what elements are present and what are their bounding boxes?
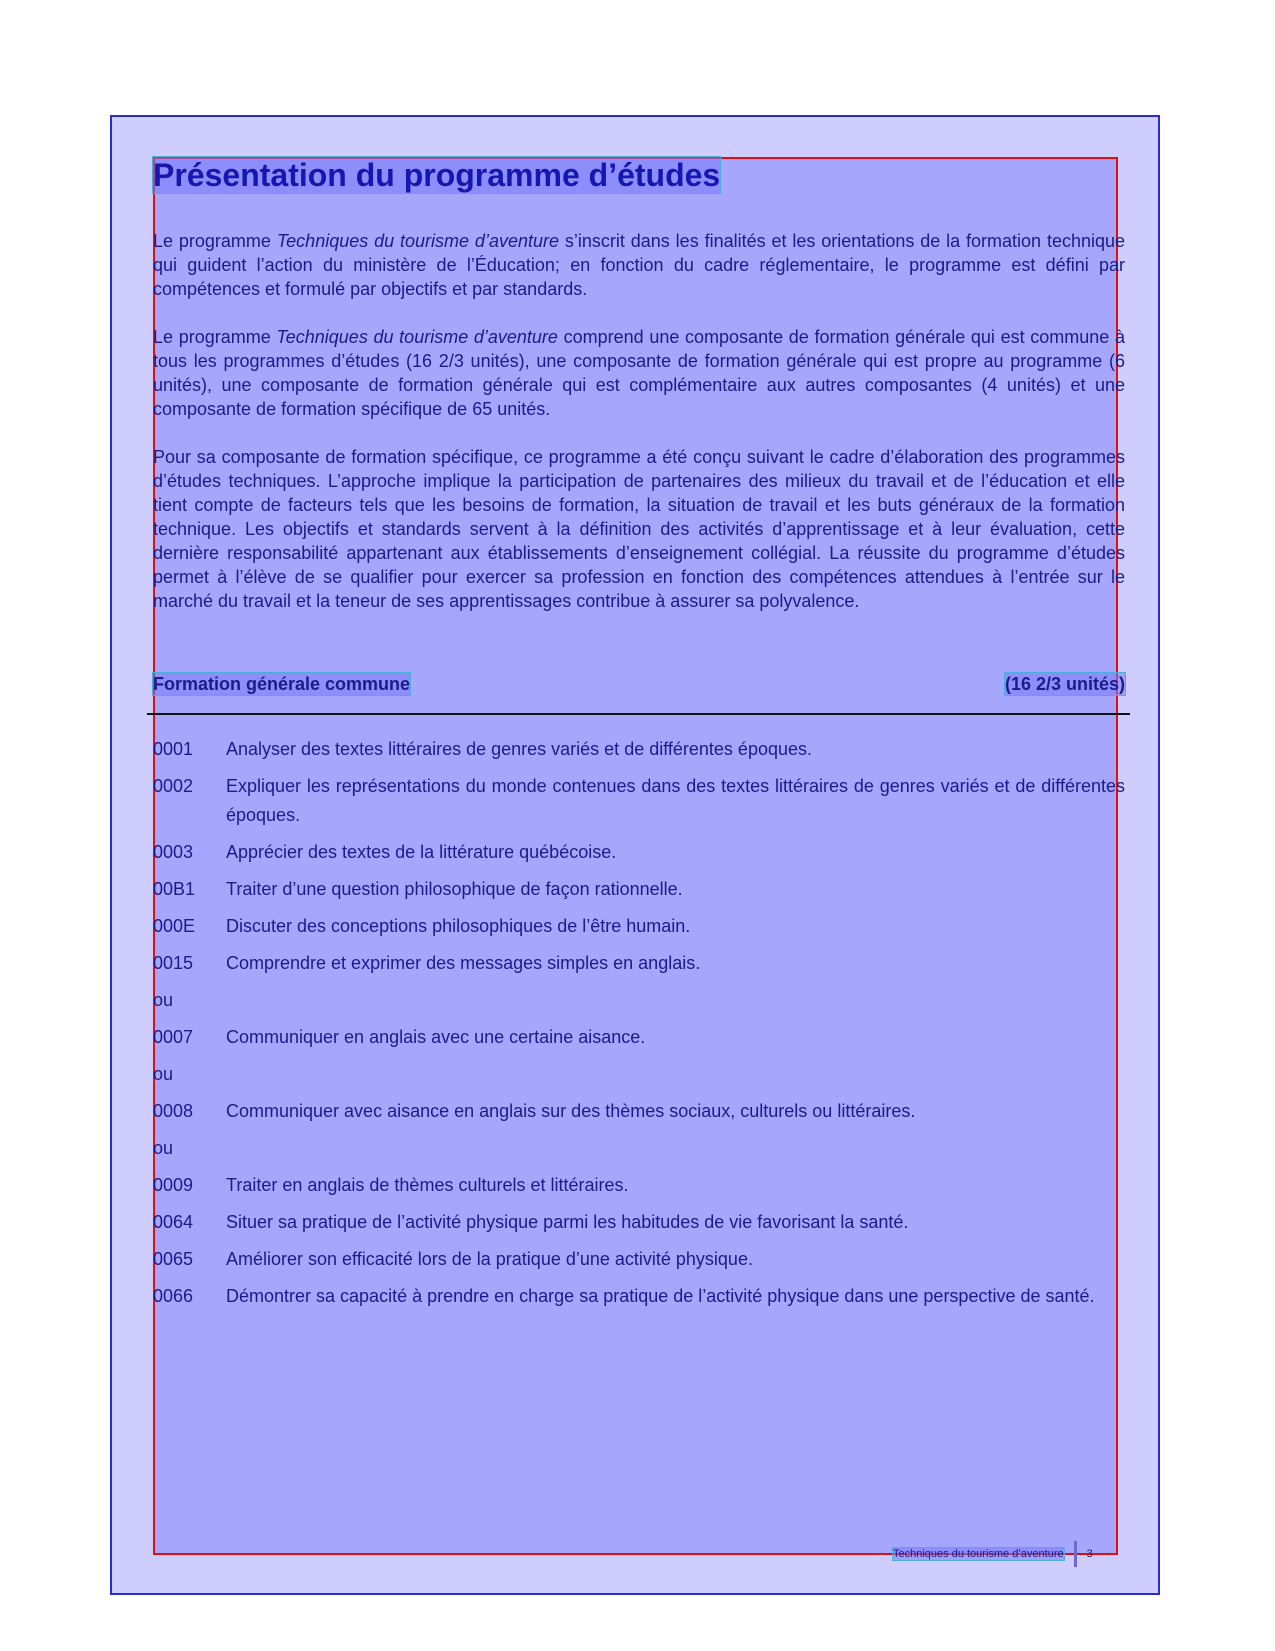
list-item <box>153 1282 1125 1311</box>
course-title: Situer sa pratique de l’activité physique parmi les habitudes de vie favorisant la santé. <box>226 1212 909 1232</box>
paragraph-1-rest: s’inscrit dans les finalités et les orientations de la formation technique qui guident l’action du ministère de l’Éducation; en fonction du cadre réglementaire, le programme est défini par compétences et formulé par objectifs et par standards. <box>153 231 1126 299</box>
list-item <box>153 838 1125 867</box>
course-code: 0009 <box>153 1175 194 1195</box>
course-code: 0064 <box>153 1212 194 1232</box>
section-divider <box>147 713 1130 715</box>
course-title: Comprendre et exprimer des messages simples en anglais. <box>226 953 701 973</box>
course-list <box>153 735 1125 1311</box>
program-name-italic: Techniques du tourisme d’aventure <box>276 327 558 347</box>
page-number: 3 <box>1086 1548 1093 1560</box>
list-item <box>153 1245 1125 1274</box>
course-code: 0001 <box>153 739 194 759</box>
section-title: Formation générale commune <box>153 674 411 694</box>
footer-label: Techniques du tourisme d’aventure <box>893 1548 1064 1560</box>
list-item <box>153 772 1125 830</box>
page-title: Présentation du programme d’études <box>153 157 721 193</box>
list-item <box>153 875 1125 904</box>
paragraph-3: Pour sa composante de formation spécifique, ce programme a été conçu suivant le cadre d’élaboration des programmes d’études techniques. L’approche implique la participation de partenaires des milieux du travail et de l’éducation et elle tient compte de facteurs tels que les besoins de formation, la situation de travail et les buts généraux de la formation technique. Les objectifs et standards servent à la définition des activités d’apprentissage et à leur évaluation, cette dernière responsabilité appartenant aux établissements d’enseignement collégial. La réussite du programme d’études permet à l’élève de se qualifier pour exercer sa profession en fonction des compétences attendues à l’entrée sur le marché du travail et la teneur de ses apprentissages contribue à assurer sa polyvalence. <box>153 447 1125 611</box>
course-title: Traiter en anglais de thèmes culturels et littéraires. <box>226 1175 629 1195</box>
course-title: Communiquer avec aisance en anglais sur des thèmes sociaux, culturels ou littéraires. <box>226 1101 916 1121</box>
course-code: 000E <box>153 916 196 936</box>
course-code: 0065 <box>153 1249 194 1269</box>
course-title: Traiter d’une question philosophique de façon rationnelle. <box>226 879 683 899</box>
or-separator: ou <box>153 1138 174 1158</box>
page-footer <box>893 1541 1093 1567</box>
list-item <box>153 735 1125 764</box>
list-item <box>153 1208 1125 1237</box>
list-item <box>153 1171 1125 1200</box>
course-code: 0003 <box>153 842 194 862</box>
course-title: Apprécier des textes de la littérature québécoise. <box>226 842 617 862</box>
program-name-italic: Techniques du tourisme d’aventure <box>276 231 559 251</box>
paragraph-2 <box>153 325 1125 421</box>
course-title: Améliorer son efficacité lors de la pratique d’une activité physique. <box>226 1249 753 1269</box>
course-code: 0002 <box>153 776 194 796</box>
or-separator: ou <box>153 1064 174 1084</box>
course-code: 0066 <box>153 1286 194 1306</box>
course-code: 0007 <box>153 1027 194 1047</box>
list-item <box>153 1023 1125 1052</box>
course-code: 0015 <box>153 953 194 973</box>
course-title: Expliquer les représentations du monde contenues dans des textes littéraires de genres variés et de différentes époques. <box>226 776 1125 825</box>
or-separator: ou <box>153 990 174 1010</box>
list-item <box>153 912 1125 941</box>
course-title: Communiquer en anglais avec une certaine aisance. <box>226 1027 646 1047</box>
footer-divider <box>1074 1541 1077 1567</box>
paragraph-2-start: Le programme <box>153 327 277 347</box>
document-content <box>153 157 1125 1319</box>
course-title: Démontrer sa capacité à prendre en charge sa pratique de l’activité physique dans une perspective de santé. <box>226 1286 1095 1306</box>
paragraph-1-start: Le programme <box>153 231 277 251</box>
section-header <box>153 673 1125 695</box>
course-code: 00B1 <box>153 879 196 899</box>
list-item <box>153 949 1125 978</box>
list-item <box>153 1097 1125 1126</box>
paragraph-1 <box>153 229 1125 301</box>
section-units: (16 2/3 unités) <box>1004 674 1125 694</box>
course-title: Discuter des conceptions philosophiques de l’être humain. <box>226 916 691 936</box>
course-title: Analyser des textes littéraires de genres variés et de différentes époques. <box>226 739 813 759</box>
paragraph-2-rest: comprend une composante de formation générale qui est commune à tous les programmes d’études (16 2/3 unités), une composante de formation générale qui est propre au programme (6 unités), une composante de formation générale qui est complémentaire aux autres composantes (4 unités) et une composante de formation spécifique de 65 unités. <box>153 327 1125 419</box>
course-code: 0008 <box>153 1101 194 1121</box>
